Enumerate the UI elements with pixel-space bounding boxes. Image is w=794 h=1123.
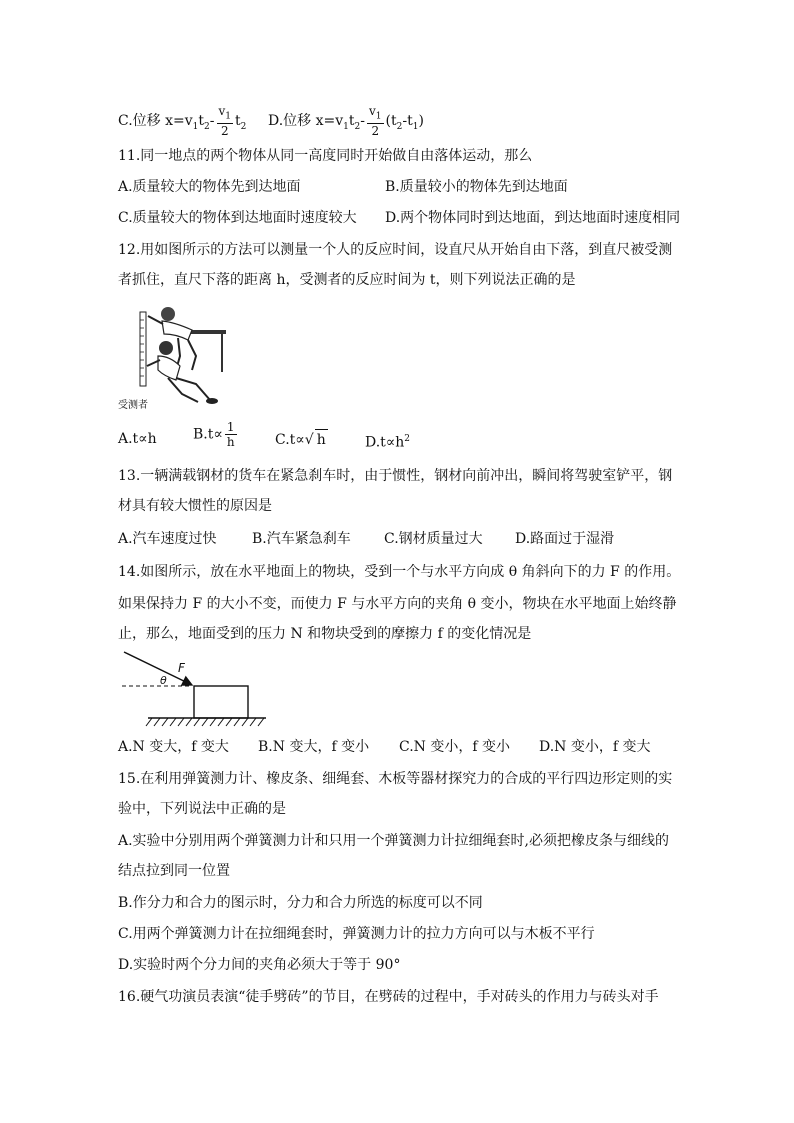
q10-d-text: t bbox=[348, 113, 355, 130]
superscript: 2 bbox=[404, 434, 411, 444]
subscript: 2 bbox=[204, 121, 210, 132]
q15-option-a-line1: A.实验中分别用两个弹簧测力计和只用一个弹簧测力计拉细绳套时,必须把橡皮条与细线的 bbox=[118, 833, 670, 849]
subject-head bbox=[159, 341, 173, 355]
q11-option-d: D.两个物体同时到达地面，到达地面时速度相同 bbox=[385, 210, 681, 226]
q15-option-b: B.作分力和合力的图示时，分力和合力所选的标度可以不同 bbox=[118, 895, 483, 911]
q14-stem-line2: 如果保持力 F 的大小不变，而使力 F 与水平方向的夹角 θ 变小，物块在水平地面上始终静 bbox=[118, 596, 677, 612]
fraction bbox=[225, 420, 237, 449]
q12-option-a: A.t∝h bbox=[118, 431, 157, 447]
frac-den: 2 bbox=[220, 124, 229, 139]
q12-option-d bbox=[365, 429, 410, 453]
q12-option-b bbox=[193, 420, 239, 449]
block bbox=[194, 686, 248, 718]
q14-option-d: D.N 变小，f 变大 bbox=[539, 739, 651, 755]
force-label: F bbox=[178, 661, 185, 675]
minus-sign: - bbox=[209, 113, 215, 130]
figure-label: 受测者 bbox=[118, 400, 148, 411]
q12-c-text: C.t∝ bbox=[275, 432, 305, 448]
q10-c-text: t bbox=[198, 113, 205, 130]
q10-option-c bbox=[118, 104, 246, 138]
subscript: 1 bbox=[375, 111, 382, 122]
radicand: h bbox=[315, 429, 328, 450]
q10-d-text: D.位移 x=v bbox=[268, 113, 344, 130]
subscript: 2 bbox=[396, 121, 403, 132]
subscript: 1 bbox=[412, 121, 419, 132]
subject-body bbox=[158, 356, 180, 380]
q11-stem: 11.同一地点的两个物体从同一高度同时开始做自由落体运动，那么 bbox=[118, 148, 533, 164]
ground-hatch bbox=[146, 718, 264, 726]
table-top bbox=[190, 330, 226, 334]
q12-stem-line1: 12.用如图所示的方法可以测量一个人的反应时间，设直尺从开始自由下落，到直尺被受测 bbox=[118, 242, 673, 258]
subscript: 1 bbox=[343, 121, 349, 132]
q13-option-c: C.钢材质量过大 bbox=[384, 531, 483, 547]
q13-stem-line1: 13.一辆满载钢材的货车在紧急刹车时，由于惯性，钢材向前冲出，瞬间将驾驶室铲平，钢 bbox=[118, 468, 673, 484]
subscript: 2 bbox=[240, 121, 247, 132]
q14-option-c: C.N 变小，f 变小 bbox=[399, 739, 510, 755]
q15-stem-line2: 验中，下列说法中正确的是 bbox=[118, 801, 286, 817]
q13-option-b: B.汽车紧急刹车 bbox=[252, 531, 351, 547]
tester-body bbox=[162, 321, 192, 340]
subscript: 1 bbox=[225, 111, 232, 122]
subscript: 2 bbox=[354, 121, 361, 132]
q11-option-b: B.质量较小的物体先到达地面 bbox=[385, 179, 568, 195]
fraction bbox=[217, 104, 234, 138]
tester-head bbox=[161, 307, 175, 321]
tester-arm bbox=[148, 316, 163, 324]
q15-option-d: D.实验时两个分力间的夹角必须大于等于 90° bbox=[118, 957, 401, 973]
shoe bbox=[206, 398, 218, 404]
q11-option-a: A.质量较大的物体先到达地面 bbox=[118, 179, 301, 195]
q10-c-text: C.位移 x=v bbox=[118, 113, 193, 130]
q11-option-c: C.质量较大的物体到达地面时速度较大 bbox=[118, 210, 357, 226]
q15-option-c: C.用两个弹簧测力计在拉细绳套时，弹簧测力计的拉力方向可以与木板不平行 bbox=[118, 926, 595, 942]
fraction bbox=[367, 104, 384, 138]
frac-num: v bbox=[369, 104, 376, 118]
q14-option-a: A.N 变大，f 变大 bbox=[118, 739, 229, 755]
q12-d-text: D.t∝h bbox=[365, 434, 405, 451]
q12-b-text: B.t∝ bbox=[193, 426, 223, 443]
sqrt-sign: √ bbox=[304, 432, 314, 448]
frac-num: v bbox=[218, 104, 226, 118]
q10-d-text: (t bbox=[385, 113, 397, 130]
q15-option-a-line2: 结点拉到同一位置 bbox=[118, 863, 230, 879]
q12-stem-line2: 者抓住，直尺下落的距离 h，受测者的反应时间为 t，则下列说法正确的是 bbox=[118, 272, 576, 288]
q12-option-c bbox=[275, 429, 328, 450]
q13-option-a: A.汽车速度过快 bbox=[118, 531, 217, 547]
q10-option-d bbox=[268, 104, 424, 138]
q16-stem-line1: 16.硬气功演员表演“徒手劈砖”的节目，在劈砖的过程中，手对砖头的作用力与砖头对手 bbox=[118, 989, 659, 1005]
frac-den: 2 bbox=[371, 124, 380, 139]
q13-stem-line2: 材具有较大惯性的原因是 bbox=[118, 498, 272, 514]
frac-num: 1 bbox=[226, 420, 235, 434]
q13-option-d: D.路面过于湿滑 bbox=[515, 531, 615, 547]
subject-legs bbox=[168, 378, 210, 402]
frac-den: h bbox=[226, 435, 235, 449]
q15-stem-line1: 15.在利用弹簧测力计、橡皮条、细绳套、木板等器材探究力的合成的平行四边形定则的实 bbox=[118, 771, 673, 787]
q14-stem-line1: 14.如图所示，放在水平地面上的物块，受到一个与水平方向成 θ 角斜向下的力 F 的作用。 bbox=[118, 564, 681, 580]
minus-sign: - bbox=[360, 113, 366, 130]
force-diagram bbox=[118, 648, 268, 728]
q10-d-text: -t bbox=[402, 113, 413, 130]
q14-option-b: B.N 变大，f 变小 bbox=[258, 739, 370, 755]
q10-d-text: ) bbox=[418, 113, 424, 130]
q10-c-text: t bbox=[235, 113, 241, 130]
reaction-time-figure bbox=[118, 304, 228, 414]
angle-label: θ bbox=[160, 674, 167, 687]
subscript: 1 bbox=[192, 121, 199, 132]
ruler bbox=[140, 312, 146, 386]
q14-stem-line3: 止，那么，地面受到的压力 N 和物块受到的摩擦力 f 的变化情况是 bbox=[118, 626, 532, 642]
